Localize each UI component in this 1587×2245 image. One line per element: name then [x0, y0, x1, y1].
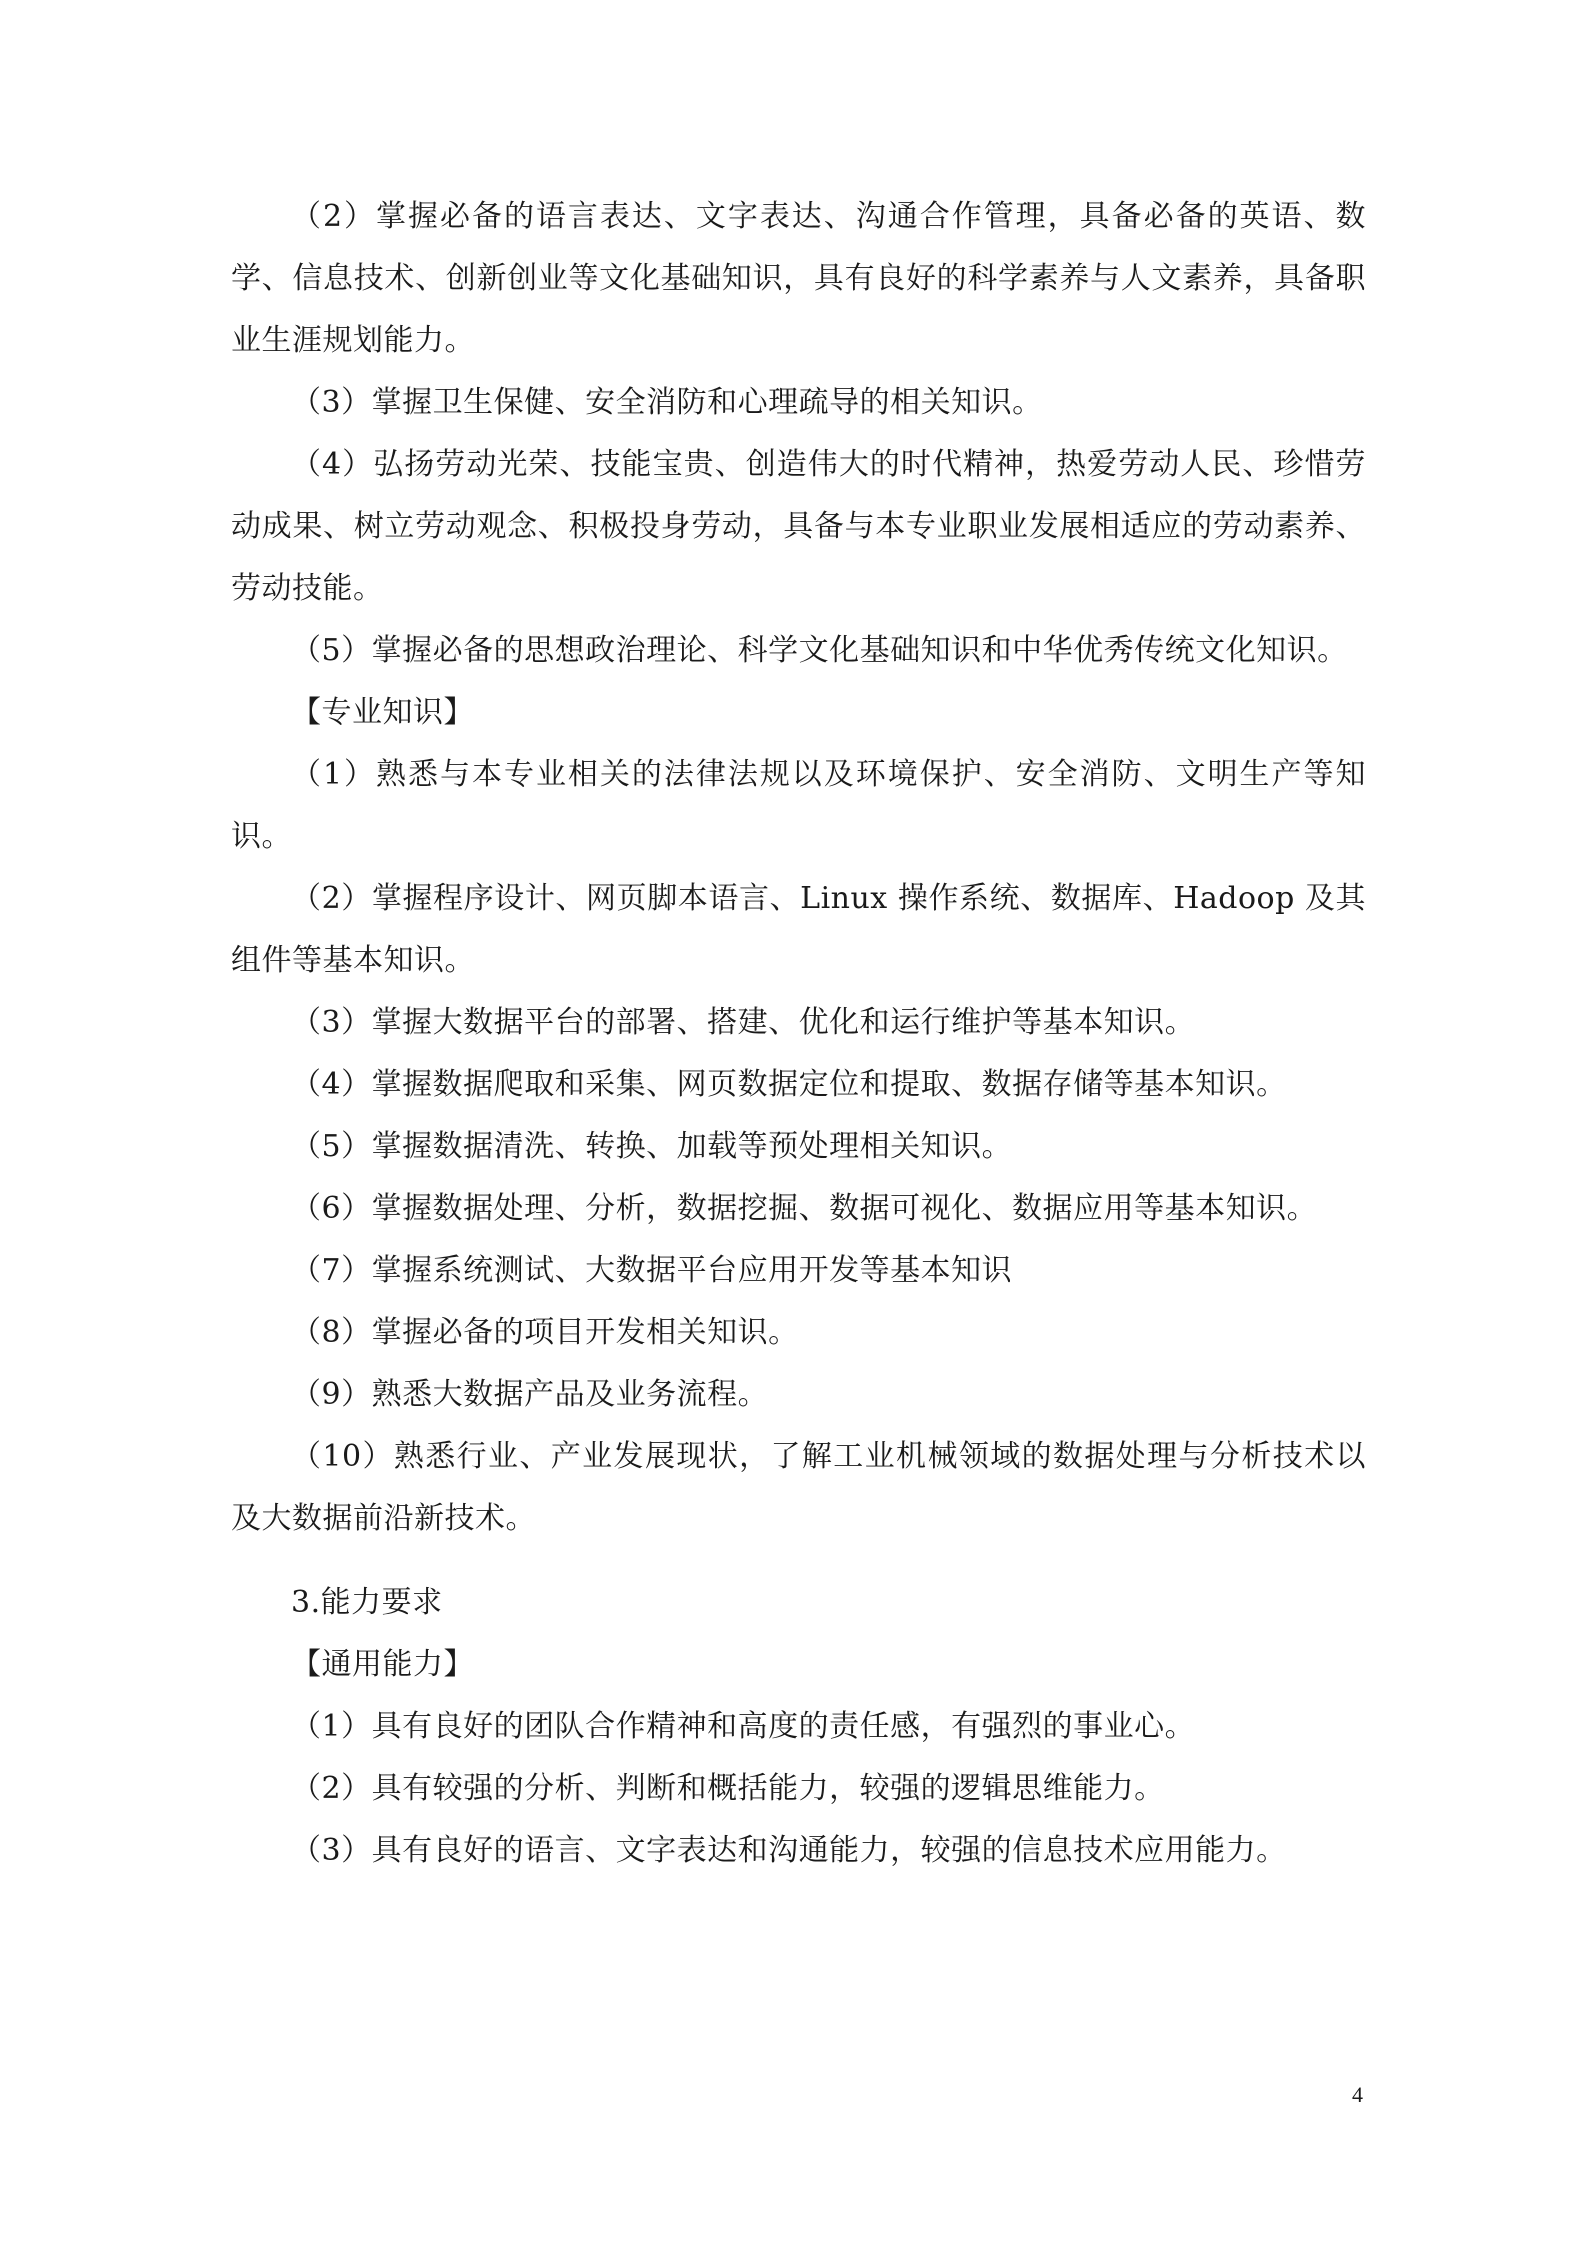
paragraph-general-knowledge-2: （2）掌握必备的语言表达、文字表达、沟通合作管理，具备必备的英语、数学、信息技术、创新创业等文化基础知识，具有良好的科学素养与人文素养，具备职业生涯规划能力。 [231, 199, 1366, 358]
page-number: 4 [1352, 2082, 1363, 2107]
paragraph-general-ability-1: （1）具有良好的团队合作精神和高度的责任感，有强烈的事业心。 [291, 1709, 1196, 1744]
paragraph-professional-knowledge-7: （7）掌握系统测试、大数据平台应用开发等基本知识 [291, 1253, 1013, 1288]
page-body [231, 186, 1366, 1882]
paragraph-professional-knowledge-1: （1）熟悉与本专业相关的法律法规以及环境保护、安全消防、文明生产等知识。 [231, 757, 1366, 854]
section-label-general-ability: 【通用能力】 [291, 1647, 474, 1682]
paragraph-professional-knowledge-8: （8）掌握必备的项目开发相关知识。 [291, 1315, 799, 1350]
paragraph-general-ability-3: （3）具有良好的语言、文字表达和沟通能力，较强的信息技术应用能力。 [291, 1833, 1287, 1868]
section-heading-ability-requirements: 3.能力要求 [291, 1585, 443, 1620]
section-label-professional-knowledge: 【专业知识】 [291, 695, 474, 730]
paragraph-general-knowledge-3: （3）掌握卫生保健、安全消防和心理疏导的相关知识。 [291, 385, 1043, 420]
paragraph-professional-knowledge-4: （4）掌握数据爬取和采集、网页数据定位和提取、数据存储等基本知识。 [291, 1067, 1287, 1102]
paragraph-professional-knowledge-9: （9）熟悉大数据产品及业务流程。 [291, 1377, 769, 1412]
paragraph-general-knowledge-5: （5）掌握必备的思想政治理论、科学文化基础知识和中华优秀传统文化知识。 [291, 633, 1348, 668]
paragraph-general-knowledge-4: （4）弘扬劳动光荣、技能宝贵、创造伟大的时代精神，热爱劳动人民、珍惜劳动成果、树立劳动观念、积极投身劳动，具备与本专业职业发展相适应的劳动素养、劳动技能。 [231, 447, 1366, 606]
paragraph-professional-knowledge-10: （10）熟悉行业、产业发展现状，了解工业机械领域的数据处理与分析技术以及大数据前沿新技术。 [231, 1439, 1366, 1536]
paragraph-professional-knowledge-6: （6）掌握数据处理、分析，数据挖掘、数据可视化、数据应用等基本知识。 [291, 1191, 1318, 1226]
paragraph-general-ability-2: （2）具有较强的分析、判断和概括能力，较强的逻辑思维能力。 [291, 1771, 1165, 1806]
paragraph-professional-knowledge-3: （3）掌握大数据平台的部署、搭建、优化和运行维护等基本知识。 [291, 1005, 1196, 1040]
paragraph-professional-knowledge-2: （2）掌握程序设计、网页脚本语言、Linux 操作系统、数据库、Hadoop 及其组件等基本知识。 [231, 881, 1366, 978]
paragraph-professional-knowledge-5: （5）掌握数据清洗、转换、加载等预处理相关知识。 [291, 1129, 1013, 1164]
